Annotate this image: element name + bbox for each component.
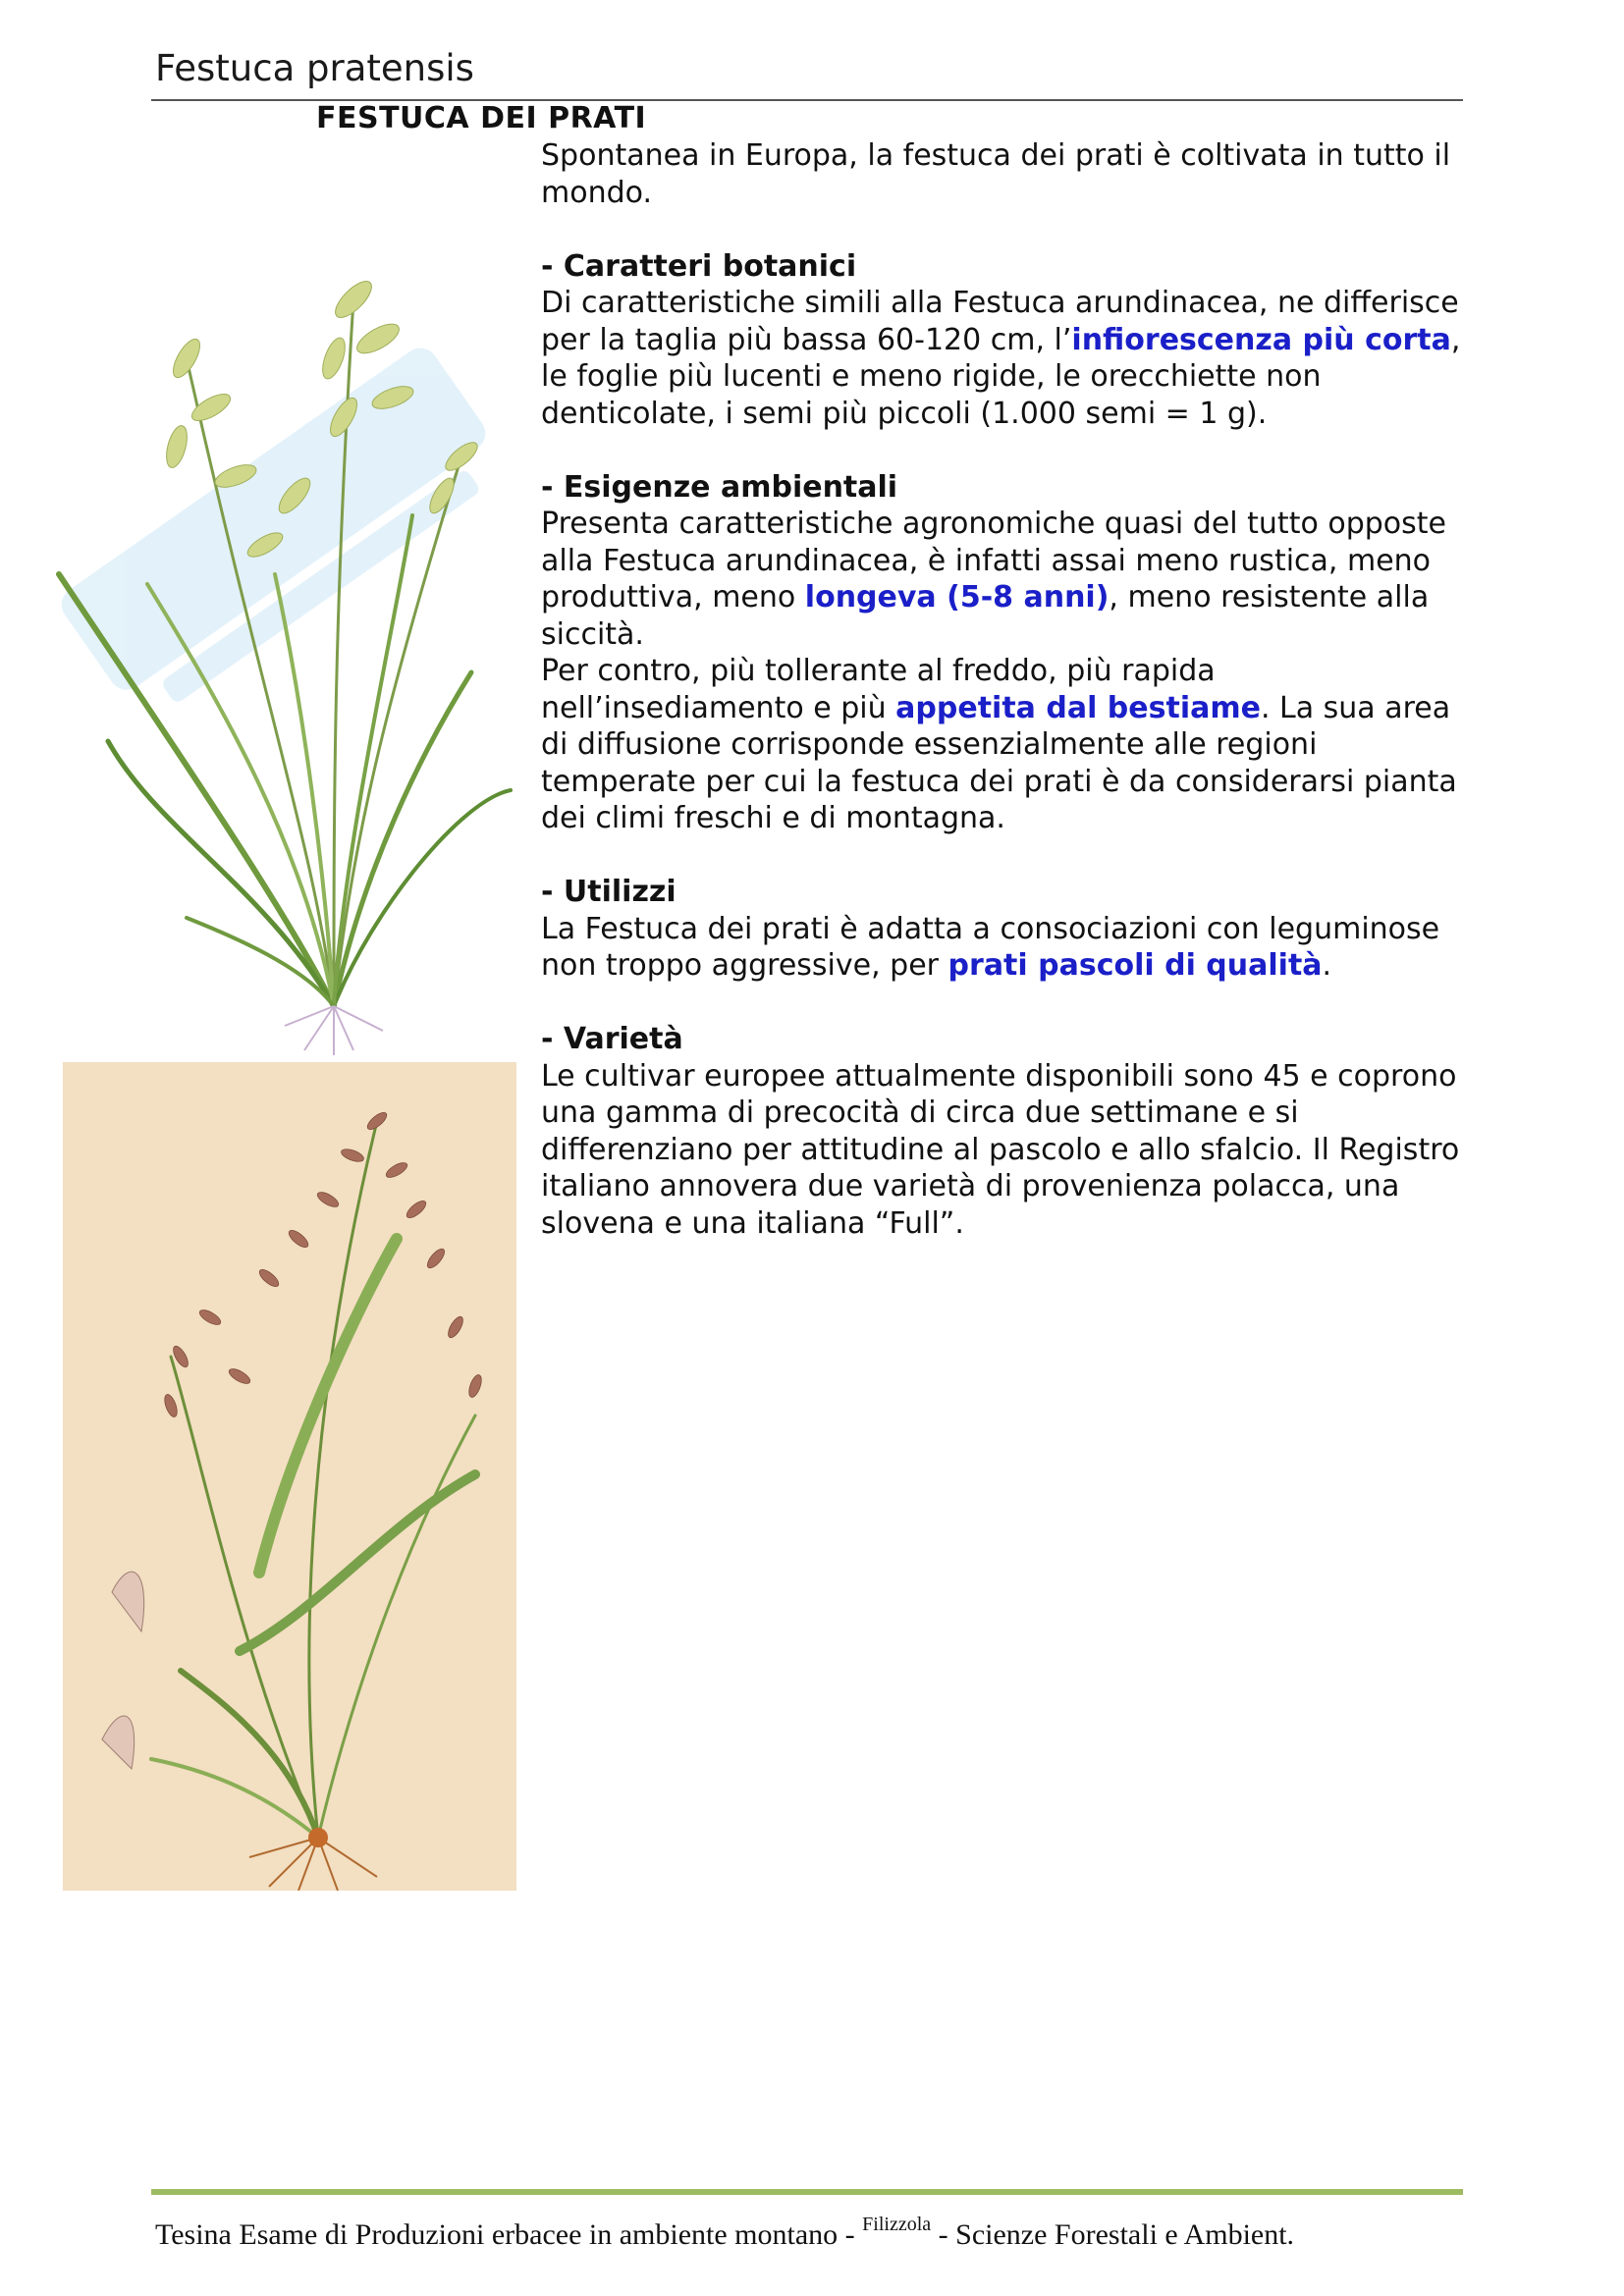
grass-illustration-bottom	[63, 1062, 516, 1891]
page-header-title: Festuca pratensis	[155, 47, 474, 89]
footer-divider	[151, 2189, 1463, 2195]
section-title-utilizzi: - Utilizzi	[541, 875, 677, 909]
highlight-appetita: appetita dal bestiame	[895, 690, 1261, 725]
page-footer	[155, 2214, 1294, 2252]
highlight-prati-pascoli: prati pascoli di qualità	[947, 948, 1323, 983]
footer-text-left: Tesina Esame di Produzioni erbacee in ambiente montano -	[155, 2218, 863, 2251]
section-title-esigenze-ambientali: - Esigenze ambientali	[541, 469, 898, 505]
section-text-esigenze-1: Presenta caratteristiche agronomiche quasi del tutto opposte alla Festuca arundinacea, è infatti assai meno rustica, meno produttiva, meno longeva (5-8 anni), meno resistente alla siccità.	[541, 507, 1446, 652]
section-title-caratteri-botanici: - Caratteri botanici	[541, 248, 857, 284]
section-text-varieta: Le cultivar europee attualmente disponibili sono 45 e coprono una gamma di precocità di circa due settimane e si differenziano per attitudine al pascolo e allo sfalcio. Il Registro italiano annovera due varietà di provenienza polacca, una slovena e una italiana “Full”.	[541, 1058, 1460, 1241]
grass-illustration-top	[39, 162, 520, 1055]
highlight-longeva: longeva (5-8 anni)	[804, 580, 1110, 614]
intro-paragraph: Spontanea in Europa, la festuca dei prati è coltivata in tutto il mondo.	[541, 138, 1451, 210]
section-text-caratteri-botanici: Di caratteristiche simili alla Festuca arundinacea, ne differisce per la taglia più bassa 60-120 cm, l’infiorescenza più corta, le foglie più lucenti e meno rigide, le orecchiette non denticolate, i semi più piccoli (1.000 semi = 1 g).	[541, 286, 1461, 431]
highlight-infiorescenza: infiorescenza più corta	[1071, 322, 1451, 357]
document-body	[541, 137, 1474, 1242]
document-heading: FESTUCA DEI PRATI	[316, 101, 647, 135]
section-title-varieta: - Varietà	[541, 1022, 683, 1056]
section-text-utilizzi: La Festuca dei prati è adatta a consociazioni con leguminose non troppo aggressive, per prati pascoli di qualità.	[541, 911, 1440, 983]
section-text-esigenze-2: Per contro, più tollerante al freddo, più rapida nell’insediamento e più appetita dal bestiame. La sua area di diffusione corrisponde essenzialmente alle regioni temperate per cui la festuca dei prati è da considerarsi pianta dei climi freschi e di montagna.	[541, 654, 1457, 835]
footer-author: Filizzola	[862, 2214, 932, 2235]
footer-text-right: - Scienze Forestali e Ambient.	[931, 2218, 1295, 2251]
